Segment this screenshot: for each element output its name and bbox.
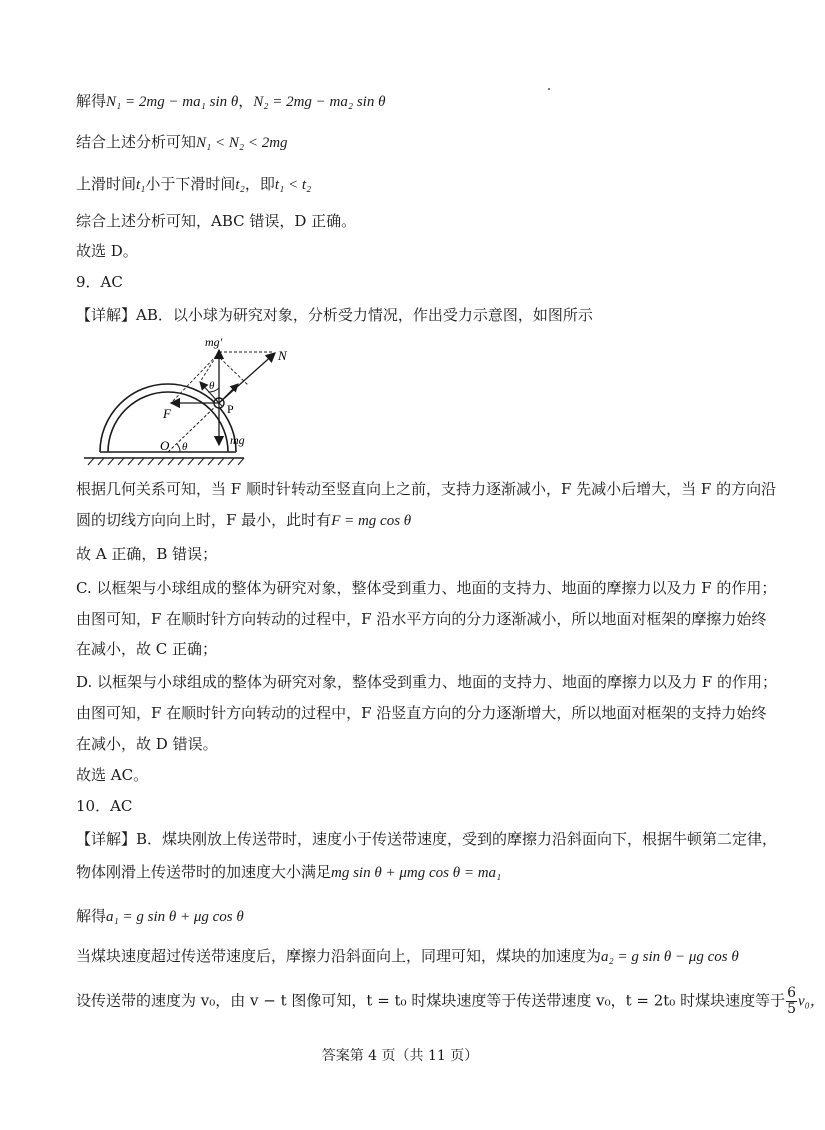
- force-rotation-arrow-2: [219, 384, 238, 403]
- p9-line-1: [76, 478, 776, 500]
- text: 综合上述分析可知，ABC 错误，D 正确。: [76, 212, 357, 230]
- symbol-t1: t₁: [136, 177, 146, 193]
- q10-line-1: [76, 828, 777, 850]
- label-theta-top: θ: [209, 380, 215, 392]
- label-mg-prime: mg′: [205, 335, 223, 349]
- text: 物体刚滑上传送带时的加速度大小满足: [76, 863, 332, 881]
- q9-detail-line: [76, 304, 593, 326]
- ground-hatch: [88, 458, 244, 465]
- formula-newton: mg sin θ + μmg cos θ = ma₁: [331, 865, 502, 881]
- text: 解得: [76, 92, 107, 110]
- text: 解得: [76, 907, 107, 925]
- q10-line-5: [76, 986, 825, 1017]
- text: 在减小，故 C 正确；: [76, 640, 218, 658]
- p9-line-3: [76, 543, 217, 565]
- text: C. 以框架与小球组成的整体为研究对象，整体受到重力、地面的支持力、地面的摩擦力以及力 F 的作用；: [76, 579, 777, 597]
- label-mg: mg: [230, 433, 245, 447]
- text: 由图可知，F 在顺时针方向转动的过程中，F 沿竖直方向的分力逐渐增大，所以地面对框架的支持力始终: [76, 704, 767, 722]
- time-compare-line: [76, 173, 311, 196]
- p9-line-2: [76, 509, 411, 532]
- text: 根据几何关系可知，当 F 顺时针转动至竖直向上之前，支持力逐渐减小，F 先减小后增大，当 F 的方向沿: [76, 480, 777, 498]
- separator: ，: [238, 92, 254, 110]
- numerator: 6: [787, 985, 797, 1001]
- p9-line-7: [76, 671, 777, 693]
- p9-line-8: [76, 702, 766, 724]
- label-theta-bottom: θ: [182, 441, 188, 453]
- text: D. 以框架与小球组成的整体为研究对象，整体受到重力、地面的支持力、地面的摩擦力以及力 F 的作用；: [76, 673, 777, 691]
- text: 小于下滑时间: [145, 175, 236, 193]
- label-n: N: [278, 348, 287, 363]
- denominator: 5: [787, 1001, 797, 1017]
- formula-f-min: F = mg cos θ: [331, 513, 412, 529]
- text: 故选 D。: [76, 242, 138, 260]
- speck: [548, 88, 550, 90]
- formula-t: t₁ < t₂: [274, 177, 312, 193]
- text: 9．AC: [76, 273, 123, 291]
- angle-arc-bottom: [177, 444, 180, 452]
- text: 10．AC: [76, 797, 133, 815]
- label-o: O: [160, 438, 170, 453]
- q10-line-3: [76, 905, 244, 928]
- p9-line-9: [76, 733, 218, 755]
- text: 由图可知，F 在顺时针方向转动的过程中，F 沿水平方向的分力逐渐减小，所以地面对框架的摩擦力始终: [76, 610, 767, 628]
- text: 上滑时间: [76, 175, 137, 193]
- combine-line: [76, 131, 288, 154]
- symbol-t2: t₂: [235, 177, 245, 193]
- text: 故 A 正确，B 错误；: [76, 545, 218, 563]
- formula-n2: N₂ = 2mg − ma₂ sin θ: [253, 94, 386, 110]
- radius-line: [168, 403, 219, 452]
- q10-line-4: [76, 945, 739, 968]
- q10-heading: [76, 795, 132, 817]
- formula-inequality: N₁ < N₂ < 2mg: [196, 135, 288, 151]
- p9-line-4: [76, 577, 776, 599]
- text: 设传送带的速度为 v₀，由 v − t 图像可知，t = t₀ 时煤块速度等于传送带速度 v₀，t = 2t₀ 时煤块速度等于: [76, 991, 786, 1010]
- formula-n1: N₁ = 2mg − ma₁ sin θ: [106, 94, 239, 110]
- p9-line-10: [76, 764, 148, 786]
- text: 【详解】B．煤块刚放上传送带时，速度小于传送带速度，受到的摩擦力沿斜面向下，根据牛顿第二定律，: [76, 830, 778, 848]
- p9-line-5: [76, 608, 766, 630]
- fraction-six-fifths: [786, 986, 797, 1017]
- formula-a2: a₂ = g sin θ − μg cos θ: [601, 949, 739, 965]
- text: ，即: [244, 175, 275, 193]
- text: 在减小，故 D 错误。: [76, 735, 218, 753]
- text: 故选 AC。: [76, 766, 149, 784]
- q10-line-2: [76, 861, 501, 884]
- text: 【详解】AB．以小球为研究对象，分析受力情况，作出受力示意图，如图所示: [76, 306, 593, 324]
- answer-line: [76, 240, 138, 262]
- page-footer: 答案第 4 页（共 11 页）: [321, 1048, 479, 1064]
- solve-n1-n2-line: [76, 90, 385, 113]
- n-arrow: [219, 353, 275, 403]
- formula-a1: a₁ = g sin θ + μg cos θ: [106, 909, 244, 925]
- p9-line-6: [76, 638, 217, 660]
- force-diagram: [80, 332, 310, 472]
- conclusion-line: [76, 210, 356, 232]
- text: 当煤块速度超过传送带速度后，摩擦力沿斜面向上，同理可知，煤块的加速度为: [76, 947, 602, 965]
- symbol-v0: v₀，: [798, 993, 825, 1010]
- text: 结合上述分析可知: [76, 133, 197, 151]
- label-f: F: [163, 406, 171, 421]
- text: 圆的切线方向向上时，F 最小，此时有: [76, 511, 332, 529]
- label-p: P: [227, 402, 234, 416]
- q9-heading: [76, 271, 123, 293]
